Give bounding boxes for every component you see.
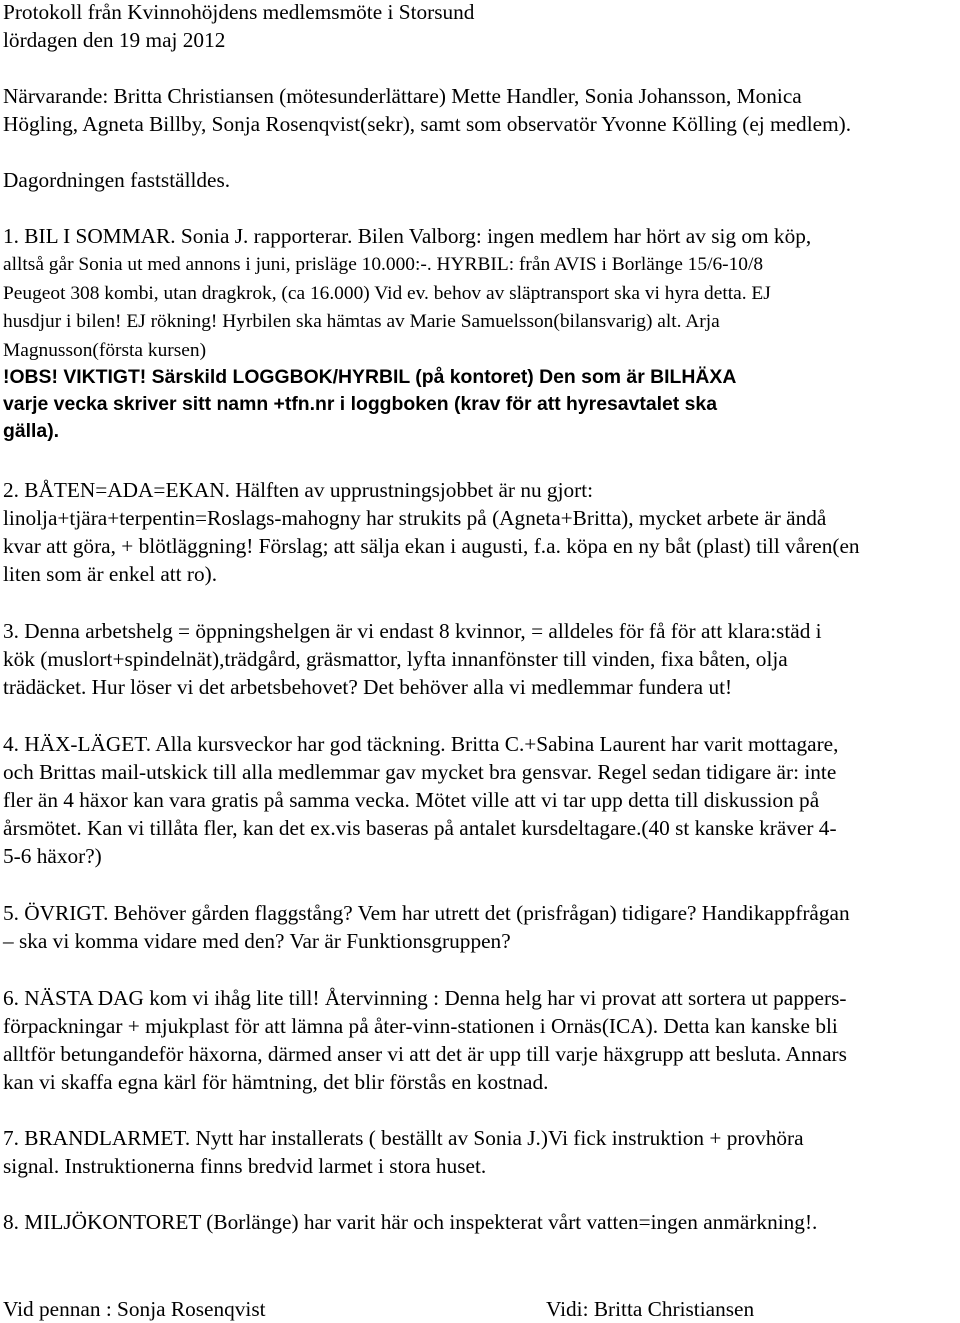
item-1-notice: !OBS! VIKTIGT! Särskild LOGGBOK/HYRBIL (på kontoret) Den som är BILHÄXA varje vecka skriver sitt namn +tfn.nr i loggboken (krav för att hyresavtalet ska gälla).	[3, 366, 737, 442]
attendees-paragraph: Närvarande: Britta Christiansen (mötesunderlättare) Mette Handler, Sonia Johansson, Monica Högling, Agneta Billby, Sonja Rosenqvist(sekr), samt som observatör Yvonne Kölling (ej medlem).	[3, 84, 852, 136]
item-1-heading: 1. BIL I SOMMAR. Sonia J. rapporterar. Bilen Valborg: ingen medlem har hört av sig om köp,	[3, 224, 812, 248]
item-5-paragraph: 5. ÖVRIGT. Behöver gården flaggstång? Vem har utrett det (prisfrågan) tidigare? Handikappfrågan – ska vi komma vidare med den? Var är Funktionsgruppen?	[3, 901, 850, 953]
title-line: Protokoll från Kvinnohöjdens medlemsmöte i Storsund	[3, 0, 475, 24]
item-8-paragraph: 8. MILJÖKONTORET (Borlänge) har varit här och inspekterat vårt vatten=ingen anmärkning!.	[3, 1210, 818, 1234]
date-line: lördagen den 19 maj 2012	[3, 28, 226, 52]
agenda-approved: Dagordningen fastställdes.	[3, 168, 231, 192]
signature-verifier: Vidi: Britta Christiansen	[546, 1297, 755, 1321]
document-title	[3, 0, 474, 54]
item-7-paragraph: 7. BRANDLARMET. Nytt har installerats ( beställt av Sonia J.)Vi fick instruktion + provhöra signal. Instruktionerna finns bredvid larmet i stora huset.	[3, 1126, 804, 1178]
item-3-paragraph: 3. Denna arbetshelg = öppningshelgen är vi endast 8 kvinnor, = alldeles för få för att klara:städ i kök (muslort+spindelnät),trädgård, gräsmattor, lyfta innanfönster till vinden, fixa båten, olja trädäcket. Hur löser vi det arbetsbehovet? Det behöver alla vi medlemmar fundera ut!	[3, 619, 822, 699]
item-2-paragraph: 2. BÅTEN=ADA=EKAN. Hälften av upprustningsjobbet är nu gjort: linolja+tjära+terpentin=Roslags-mahogny har strukits på (Agneta+Britta), mycket arbete är ändå kvar att göra, + blötläggning! Förslag; att sälja ekan i augusti, f.a. köpa en ny båt (plast) till våren(en liten som är enkel att ro).	[3, 478, 860, 586]
item-6-paragraph: 6. NÄSTA DAG kom vi ihåg lite till! Återvinning : Denna helg har vi provat att sortera ut pappers- förpackningar + mjukplast för att lämna på åter-vinn-stationen i Ornäs(ICA). Detta kan kanske bli alltför betungandeför häxorna, därmed anser vi att det är upp till varje häxgrupp att besluta. Annars kan vi skaffa egna kärl för hämtning, det blir förstås en kostnad.	[3, 986, 847, 1094]
item-4-paragraph: 4. HÄX-LÄGET. Alla kursveckor har god täckning. Britta C.+Sabina Laurent har varit mottagare, och Brittas mail-utskick till alla medlemmar gav mycket bra gensvar. Regel sedan tidigare är: inte fler än 4 häxor kan vara gratis på samma vecka. Mötet ville att vi tar upp detta till diskussion på årsmötet. Kan vi tillåta fler, kan det ex.vis baseras på antalet kursdeltagare.(40 st kanske kräver 4- 5-6 häxor?)	[3, 732, 839, 868]
item-1-body: alltså går Sonia ut med annons i juni, prisläge 10.000:-. HYRBIL: från AVIS i Borlänge 15/6-10/8 Peugeot 308 kombi, utan dragkrok, (ca 16.000) Vid ev. behov av släptransport ska vi hyra detta. EJ husdjur i bilen! EJ rökning! Hyrbilen ska hämtas av Marie Samuelsson(bilansvarig) alt. Arja Magnusson(första kursen)	[3, 254, 771, 361]
signature-secretary: Vid pennan : Sonja Rosenqvist	[3, 1297, 266, 1321]
